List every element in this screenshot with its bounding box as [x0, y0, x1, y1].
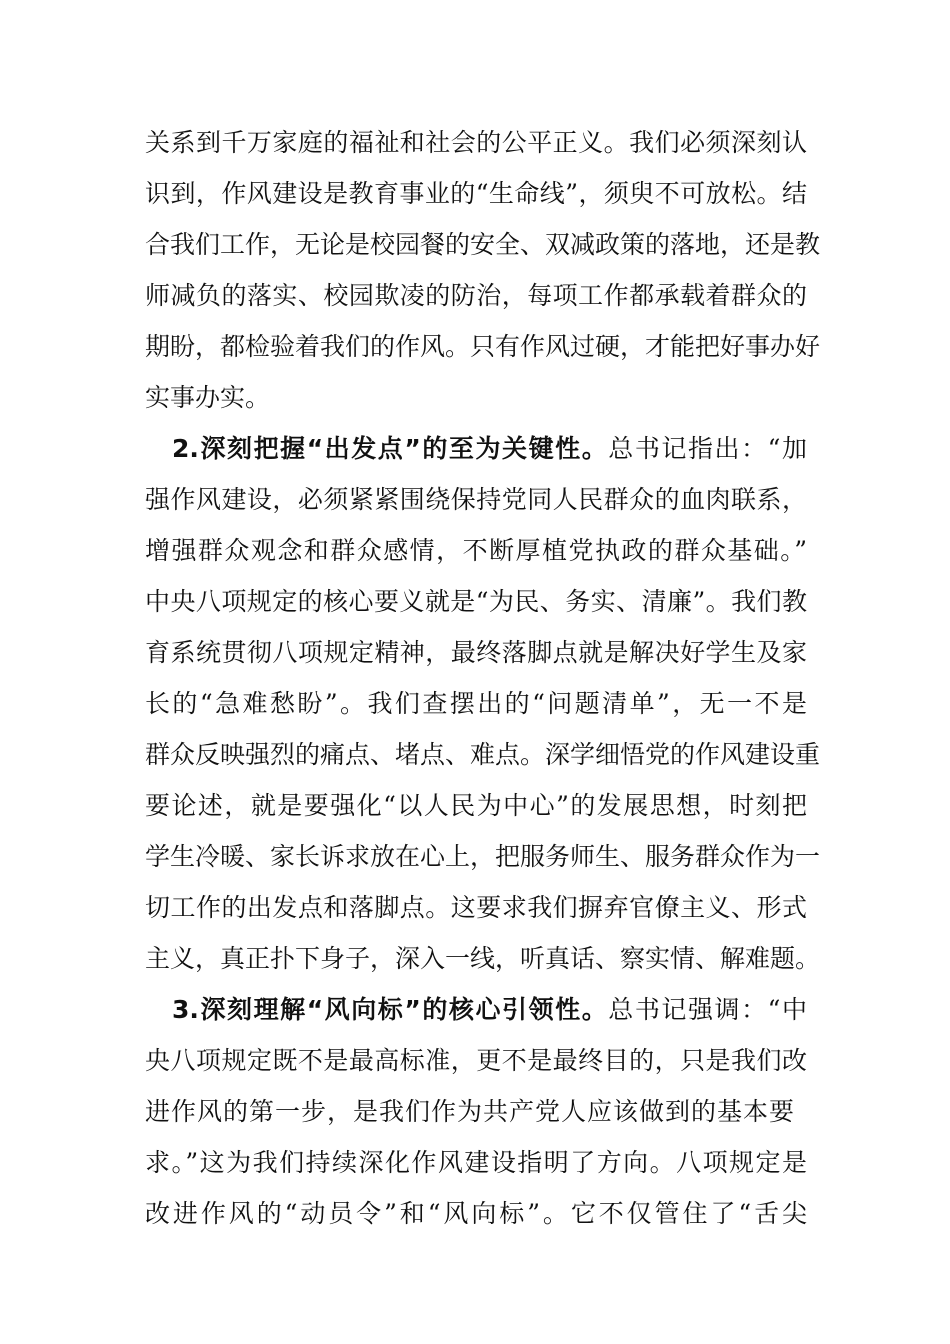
heading-lead-text: 总书记强调：“中 [608, 995, 807, 1024]
section-heading-line [172, 990, 807, 1030]
section-heading: 3.深刻理解“风向标”的核心引领性。 [172, 995, 609, 1024]
text-line: 合我们工作，无论是校园餐的安全、双减政策的落地，还是教 [145, 230, 821, 259]
text-line: 关系到千万家庭的福祉和社会的公平正义。我们必须深刻认 [145, 128, 807, 157]
section-heading-line [172, 429, 807, 469]
text-line: 育系统贯彻八项规定精神，最终落脚点就是解决好学生及家 [145, 638, 807, 667]
text-line: 期盼，都检验着我们的作风。只有作风过硬，才能把好事办好 [145, 332, 821, 361]
text-line: 群众反映强烈的痛点、堵点、难点。深学细悟党的作风建设重 [145, 740, 821, 769]
text-line: 识到，作风建设是教育事业的“生命线”，须臾不可放松。结 [145, 179, 807, 208]
text-line: 央八项规定既不是最高标准，更不是最终目的，只是我们改 [145, 1046, 807, 1075]
text-line: 实事办实。 [145, 383, 271, 412]
text-line: 强作风建设，必须紧紧围绕保持党同人民群众的血肉联系， [145, 485, 807, 514]
text-line: 学生冷暖、家长诉求放在心上，把服务师生、服务群众作为一 [145, 842, 821, 871]
text-line: 中央八项规定的核心要义就是“为民、务实、清廉”。我们教 [145, 587, 807, 616]
text-line: 要论述，就是要强化“以人民为中心”的发展思想，时刻把 [145, 791, 807, 820]
text-line: 主义，真正扑下身子，深入一线，听真话、察实情、解难题。 [145, 944, 821, 973]
text-line: 增强群众观念和群众感情，不断厚植党执政的群众基础。” [145, 536, 807, 565]
text-line: 进作风的第一步，是我们作为共产党人应该做到的基本要 [145, 1097, 796, 1126]
section-heading: 2.深刻把握“出发点”的至为关键性。 [172, 434, 609, 463]
text-line: 师减负的落实、校园欺凌的防治，每项工作都承载着群众的 [145, 281, 807, 310]
heading-lead-text: 总书记指出：“加 [608, 434, 807, 463]
text-line: 切工作的出发点和落脚点。这要求我们摒弃官僚主义、形式 [145, 893, 807, 922]
text-line: 改进作风的“动员令”和“风向标”。它不仅管住了“舌尖 [145, 1199, 807, 1228]
text-line: 求。”这为我们持续深化作风建设指明了方向。八项规定是 [145, 1148, 807, 1177]
text-line: 长的“急难愁盼”。我们查摆出的“问题清单”，无一不是 [145, 689, 807, 718]
